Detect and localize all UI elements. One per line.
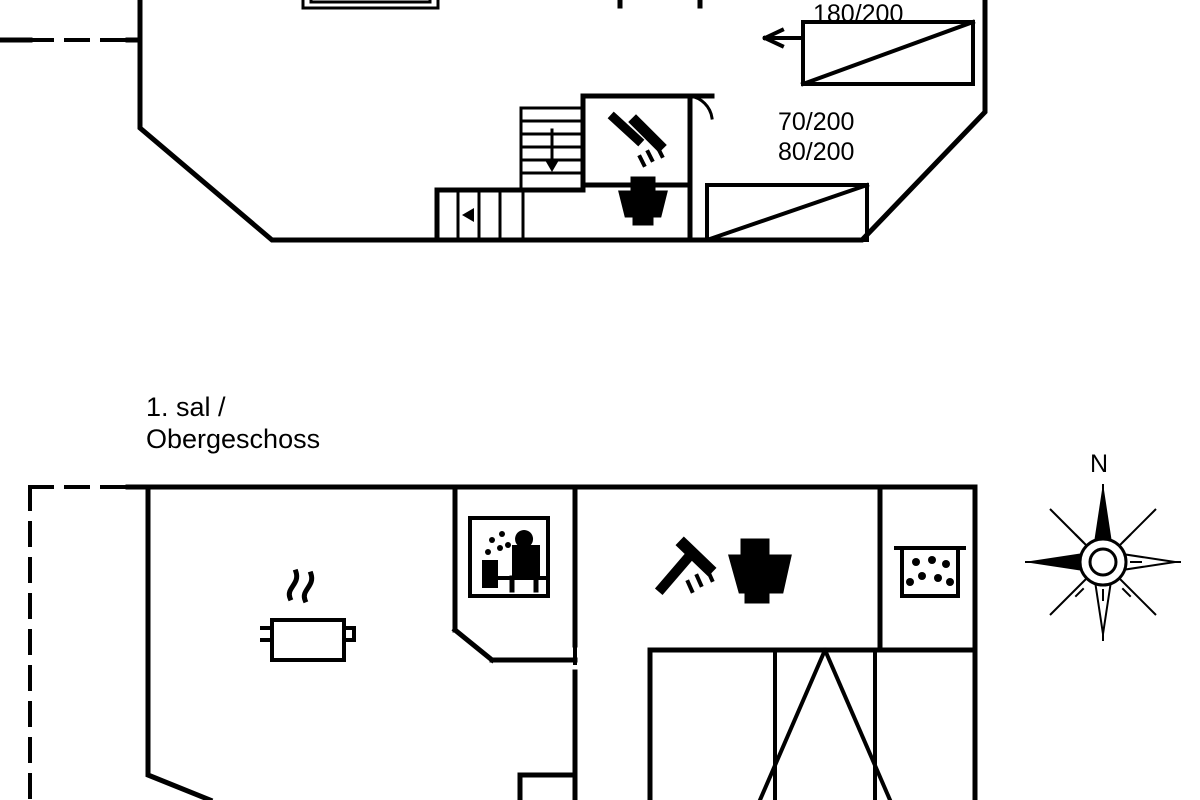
toilet-icon-lower [730,540,790,602]
stairs-landing-icon [437,190,523,240]
door-swing-icon [690,96,712,118]
cooking-pot-icon [262,572,354,660]
bed-70-80-icon [707,185,867,240]
stairs-icon-lower [760,650,890,800]
floor-label-obergeschoss [146,392,320,456]
floor-label-line1: 1. sal / [146,392,226,422]
window-icon [303,0,438,8]
stairs-arrow-down-icon [545,160,559,172]
bed-dimension-label-70: 70/200 [778,108,855,136]
floor-label-line2: Obergeschoss [146,423,321,454]
shower-icon-upper [614,118,662,165]
stairs-up-icon [521,108,583,190]
stairs-arrow-left-icon [462,208,474,222]
shower-icon-lower [662,545,712,591]
bed-180-icon [765,22,973,84]
bed-dimension-label-180: 180/200 [813,0,904,28]
compass-rose-icon [1026,485,1180,640]
compass-north-label: N [1090,450,1109,478]
lower-interior-walls [455,487,975,800]
sauna-icon [470,518,548,596]
sink-icon [896,548,964,596]
bed-dimension-label-80: 80/200 [778,138,855,166]
